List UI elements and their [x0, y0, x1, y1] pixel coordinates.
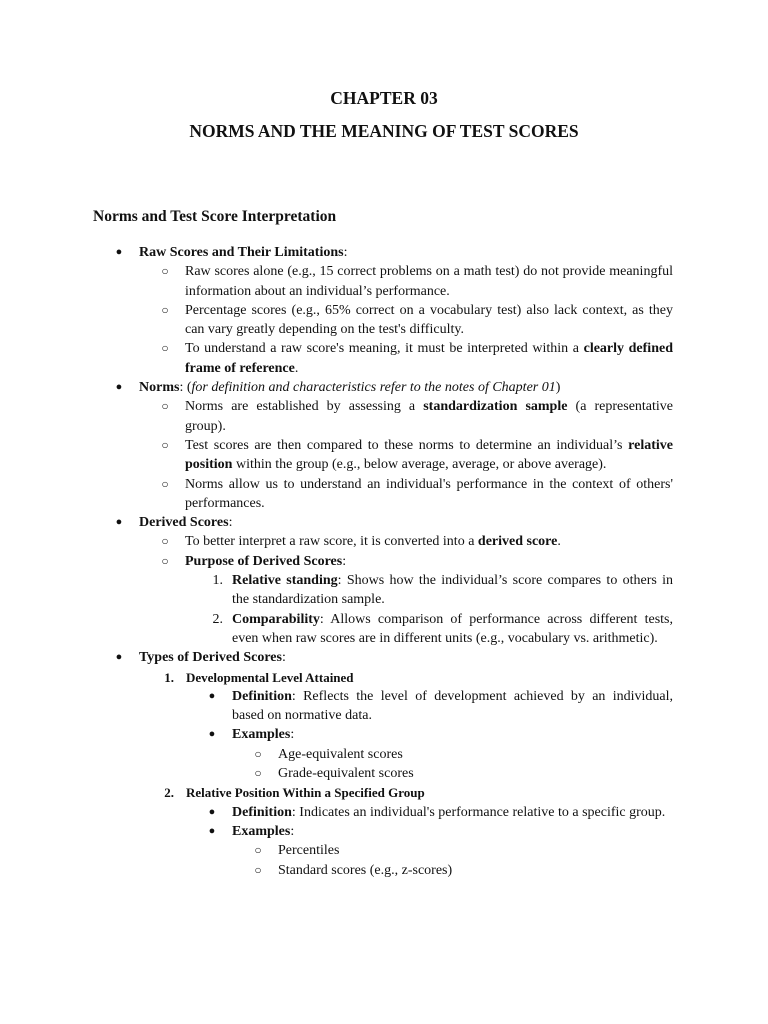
- list-item-types-of-derived-scores: ● Types of Derived Scores:: [0, 648, 768, 667]
- numbered-subheading: 1. Developmental Level Attained: [164, 669, 354, 685]
- list-item: ● Examples:: [0, 725, 768, 744]
- list-item: ● Definition: Indicates an individual's performance relative to a specific group.: [0, 803, 768, 822]
- list-item: ○ To better interpret a raw score, it is converted into a derived score.: [0, 532, 768, 551]
- bullet-circle-icon: ○: [254, 746, 262, 761]
- page-title: NORMS AND THE MEANING OF TEST SCORES: [189, 121, 579, 141]
- list-item: ○ Test scores are then compared to these norms to determine an individual’s relative position within the group (e.g., below average, average, or above average).: [0, 436, 768, 475]
- bullet-disc-icon: ●: [115, 246, 123, 258]
- list-item-norms: ● Norms: (for definition and characteristics refer to the notes of Chapter 01): [0, 378, 768, 397]
- list-item: ○ Norms are established by assessing a standardization sample (a representative group).: [0, 397, 768, 436]
- norms-label: Norms: [139, 380, 180, 396]
- bullet-circle-icon: ○: [254, 843, 262, 858]
- bullet-disc-icon: ●: [208, 805, 216, 818]
- list-item: ○ To understand a raw score's meaning, it must be interpreted within a clearly defined frame of reference.: [0, 339, 768, 378]
- types-label: Types of Derived Scores: [139, 650, 282, 666]
- bullet-circle-icon: ○: [161, 399, 169, 414]
- bullet-circle-icon: ○: [161, 341, 169, 356]
- chapter-number: CHAPTER 03: [330, 88, 438, 108]
- list-item: ○ Percentiles: [0, 841, 768, 860]
- numbered-subheading: 2. Relative Position Within a Specified Group: [164, 785, 425, 801]
- bullet-circle-icon: ○: [161, 476, 169, 491]
- bullet-disc-icon: ●: [208, 824, 216, 837]
- bullet-circle-icon: ○: [161, 437, 169, 452]
- list-item: ○ Percentage scores (e.g., 65% correct on a vocabulary test) also lack context, as they can vary greatly depending on the test's difficulty.: [0, 301, 768, 340]
- bullet-disc-icon: ●: [208, 689, 216, 702]
- section-heading: Norms and Test Score Interpretation: [93, 208, 337, 225]
- bullet-disc-icon: ●: [208, 728, 216, 741]
- outline-list: [0, 243, 768, 880]
- list-item: ● Examples:: [0, 822, 768, 841]
- bullet-circle-icon: ○: [161, 264, 169, 279]
- list-item: ○ Age-equivalent scores: [0, 745, 768, 764]
- list-item: ○ Grade-equivalent scores: [0, 764, 768, 783]
- list-item: ● Definition: Reflects the level of development achieved by an individual, based on normative data.: [0, 687, 768, 726]
- numbered-item: 1. Relative standing: Shows how the individual’s score compares to others in the standardization sample.: [212, 573, 674, 608]
- list-item: ○ Raw scores alone (e.g., 15 correct problems on a math test) do not provide meaningful information about an individual’s performance.: [0, 262, 768, 301]
- numbered-item: 2. Comparability: Allows comparison of performance across different tests, even when raw scores are in different units (e.g., vocabulary vs. arithmetic).: [212, 611, 673, 646]
- bullet-circle-icon: ○: [161, 302, 169, 317]
- bullet-circle-icon: ○: [161, 534, 169, 549]
- bullet-disc-icon: ●: [115, 651, 123, 664]
- derived-scores-label: Derived Scores: [139, 515, 229, 531]
- list-item-raw-scores: ● Raw Scores and Their Limitations:: [0, 243, 768, 262]
- bullet-circle-icon: ○: [161, 553, 169, 568]
- list-item: ○ Standard scores (e.g., z-scores): [0, 861, 768, 880]
- norms-reference-note: for definition and characteristics refer to the notes of Chapter 01: [191, 380, 556, 396]
- bullet-disc-icon: ●: [115, 381, 123, 394]
- list-item-derived-scores: ● Derived Scores:: [0, 513, 768, 532]
- bullet-circle-icon: ○: [254, 862, 262, 877]
- list-item: ○ Purpose of Derived Scores:: [0, 552, 768, 571]
- list-item: ○ Norms allow us to understand an individual's performance in the context of others' performances.: [0, 475, 768, 514]
- bullet-circle-icon: ○: [254, 766, 262, 781]
- raw-scores-label: Raw Scores and Their Limitations: [139, 245, 344, 260]
- bullet-disc-icon: ●: [115, 516, 123, 529]
